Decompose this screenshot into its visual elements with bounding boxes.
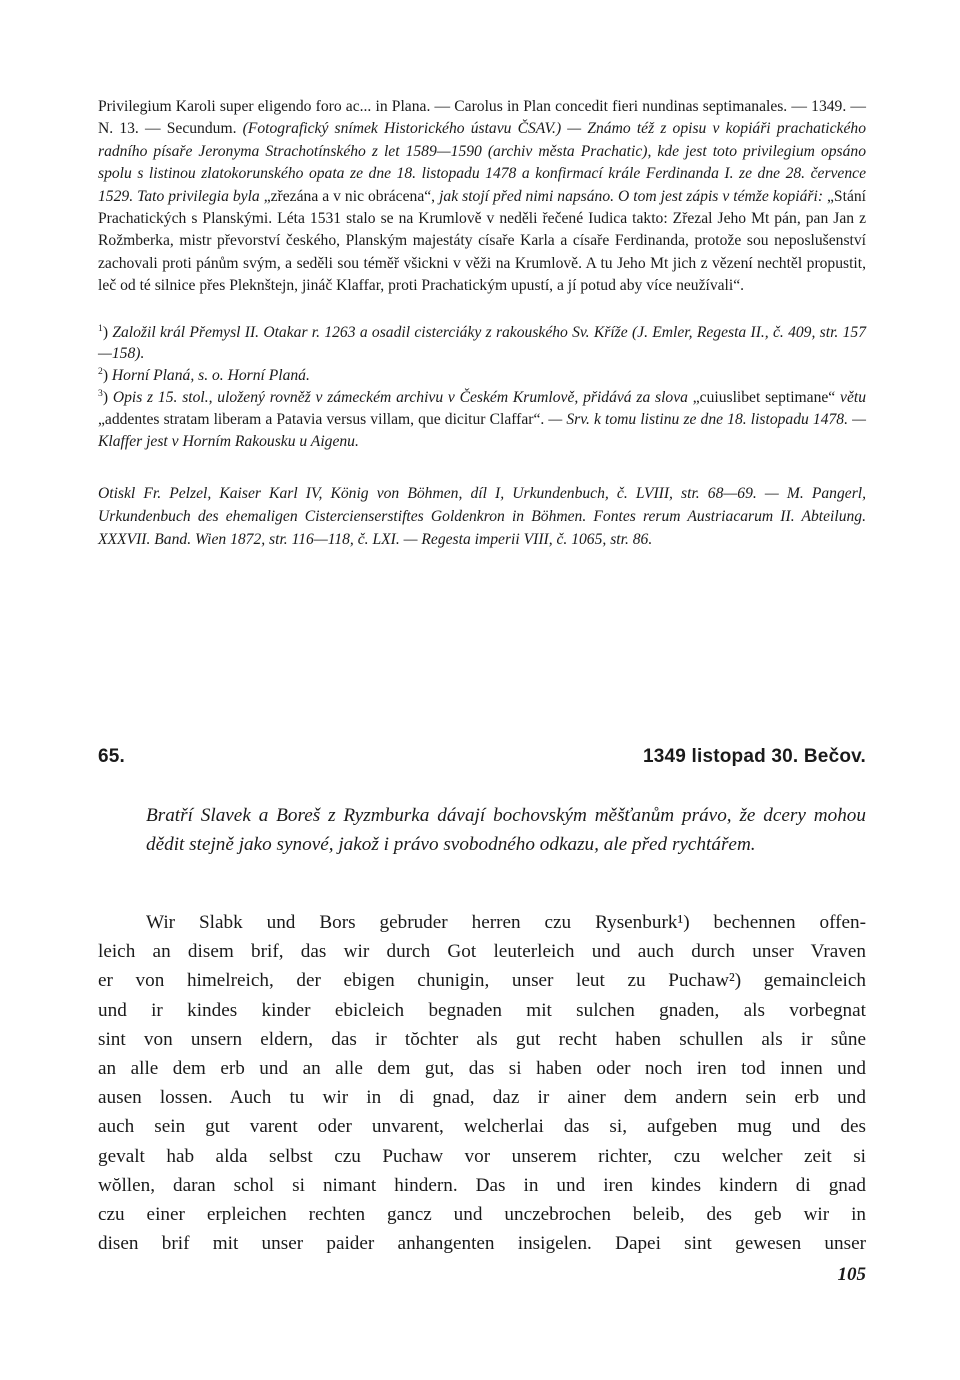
body-line: sint von unsern eldern, das ir tŏchter als gut recht haben schullen als ir sůne	[98, 1028, 866, 1050]
page-content	[98, 96, 867, 1285]
intro-title: Privilegium Karoli super eligendo foro ac... in Plana. — Carolus in Plan concedit fieri nundinas septimanales. — 1349. — N. 13. — Secundum.	[98, 98, 866, 138]
footnote-text: Opis z 15. stol., uložený rovněž v zámeckém archivu v Českém Krumlově, přidává za slova	[112, 389, 688, 407]
body-line: er von himelreich, der ebigen chunigin, unser leut zu Puchaw²) gemaincleich	[98, 970, 866, 992]
footnote-number: 1	[98, 322, 103, 334]
intro-quote: „zřezána a v nic obrácena“,	[263, 187, 436, 205]
body-line: und ir kindes kinder ebicleich begnaden mit sulchen gnaden, als vorbegnat	[98, 999, 866, 1021]
intro-quote-2: „Stání Prachatických s Planskými. Léta 1531 stalo se na Krumlově v neděli řečené Iudica takto: Zřezal Jeho Mt pán, pan Jan z Rožmberka, mistr převorství českého, Planským majestáty císaře Karla a císaře Ferdinanda, protože sou neposlušenství zachovali proti pánům svým, a seděli sou téměř všickni v věži na Krumlově. A tu Jeho Mt jich z vězení nechtěl propustit, leč od té silnice přes Pleknštejn, jináč Klaffar, proti Prachatickým upustí, a jí potud aby více neužívali“.	[98, 187, 866, 295]
body-line: leich an disem brif, das wir durch Got leuterleich und auch durch unser Vraven	[98, 941, 866, 963]
footnote-3: $^3$) Opis z 15. stol., uložený rovněž v zámeckém archivu v Českém Krumlově, přidává za slova „cuiuslibet septimane“ větu „addentes stratam liberam a Patavia versus villam, que dicitur Claffar“. — Srv. k tomu listinu ze dne 18. listopadu 1478. — Klaffer jest v Horním Rakousku u Aigenu.	[98, 387, 867, 450]
intro-commentary: (Fotografický snímek Historického ústavu ČSAV.) — Známo též z opisu v kopiáři prachatického radního písaře Jeronyma Strachotínského z let 1589—1590 (archiv města Prachatic), kde jest toto privilegium opsáno spolu s listinou zlatokorunského opata ze dne 18. listopadu 1478 a konfirmací krále Ferdinanda I. ze dne 28. července 1529. Tato privilegia byla	[98, 120, 866, 205]
footnote-quote: „addentes stratam liberam a Patavia versus villam, que dicitur Claffar“.	[98, 410, 545, 428]
footnote-1: $^1$) Založil král Přemysl II. Otakar r. 1263 a osadil cisterciáky z rakouského Sv. Kříže (J. Emler, Regesta II., č. 409, str. 157—158).	[98, 322, 866, 363]
body-line: disen brif mit unser paider anhangenten insigelen. Dapei sint gewesen unser	[98, 1233, 866, 1255]
body-line: gevalt hab alda selbst czu Puchaw vor unserem richter, czu welcher zeit si	[98, 1145, 866, 1167]
document-heading	[98, 746, 866, 768]
page-number: 105	[837, 1264, 866, 1285]
body-line: an alle dem erb und an alle dem gut, das si haben oder noch iren tod innen und	[98, 1058, 866, 1080]
document-date-place: 1349 listopad 30. Bečov.	[642, 746, 866, 767]
document-number: 65.	[98, 746, 126, 767]
intro-paragraph	[98, 96, 866, 298]
body-line: auch sein gut varent oder unvarent, welcherlai das si, aufgeben mug und des	[98, 1116, 866, 1138]
footnote-2: $^2$) Horní Planá, s. o. Horní Planá.	[98, 366, 310, 385]
footnote-text: — Srv. k tomu listinu ze dne 18. listopadu 1478. — Klaffer jest v Horním Rakousku u Aigenu.	[98, 410, 866, 450]
body-line: czu einer erpleichen rechten gancz und unczebrochen beleib, des geb wir in	[98, 1204, 866, 1226]
document-body	[98, 908, 866, 1258]
footnotes	[98, 322, 866, 453]
sources-paragraph: Otiskl Fr. Pelzel, Kaiser Karl IV, König von Böhmen, díl I, Urkundenbuch, č. LVIII, str. 68—69. — M. Pangerl, Urkundenbuch des ehemaligen Cistercienserstiftes Goldenkron in Böhmen. Fontes rerum Austriacarum II. Abteilung. XXXVII. Band. Wien 1872, str. 116—118, č. LXI. — Regesta imperii VIII, č. 1065, str. 86.	[98, 485, 866, 549]
footnote-number: 2	[98, 366, 103, 378]
intro-commentary-2: jak stojí před nimi napsáno. O tom jest zápis v témže kopiáři:	[439, 187, 824, 205]
body-line: Wir Slabk und Bors gebruder herren czu Rysenburk¹) bechennen offen-	[146, 912, 866, 933]
footnote-text: Založil král Přemysl II. Otakar r. 1263 a osadil cisterciáky z rakouského Sv. Kříže (J. Emler, Regesta II., č. 409, str. 157—158).	[98, 323, 866, 363]
body-line: ausen lossen. Auch tu wir in di gnad, daz ir ainer dem andern sein erb und	[98, 1087, 866, 1109]
footnote-text: Horní Planá, s. o. Horní Planá.	[111, 367, 310, 385]
footnote-text: větu	[840, 389, 867, 407]
document-regest: Bratří Slavek a Boreš z Ryzmburka dávají bochovským měšťanům právo, že dcery mohou dědit stejně jako synové, jakož i právo svobodného odkazu, ale před rychtářem.	[146, 805, 866, 855]
body-line: wŏllen, daran schol si nimant hindern. Das in und iren kindes kindern di gnad	[98, 1174, 866, 1196]
footnote-number: 3	[98, 387, 103, 399]
footnote-quote: „cuiuslibet septimane“	[692, 389, 836, 407]
